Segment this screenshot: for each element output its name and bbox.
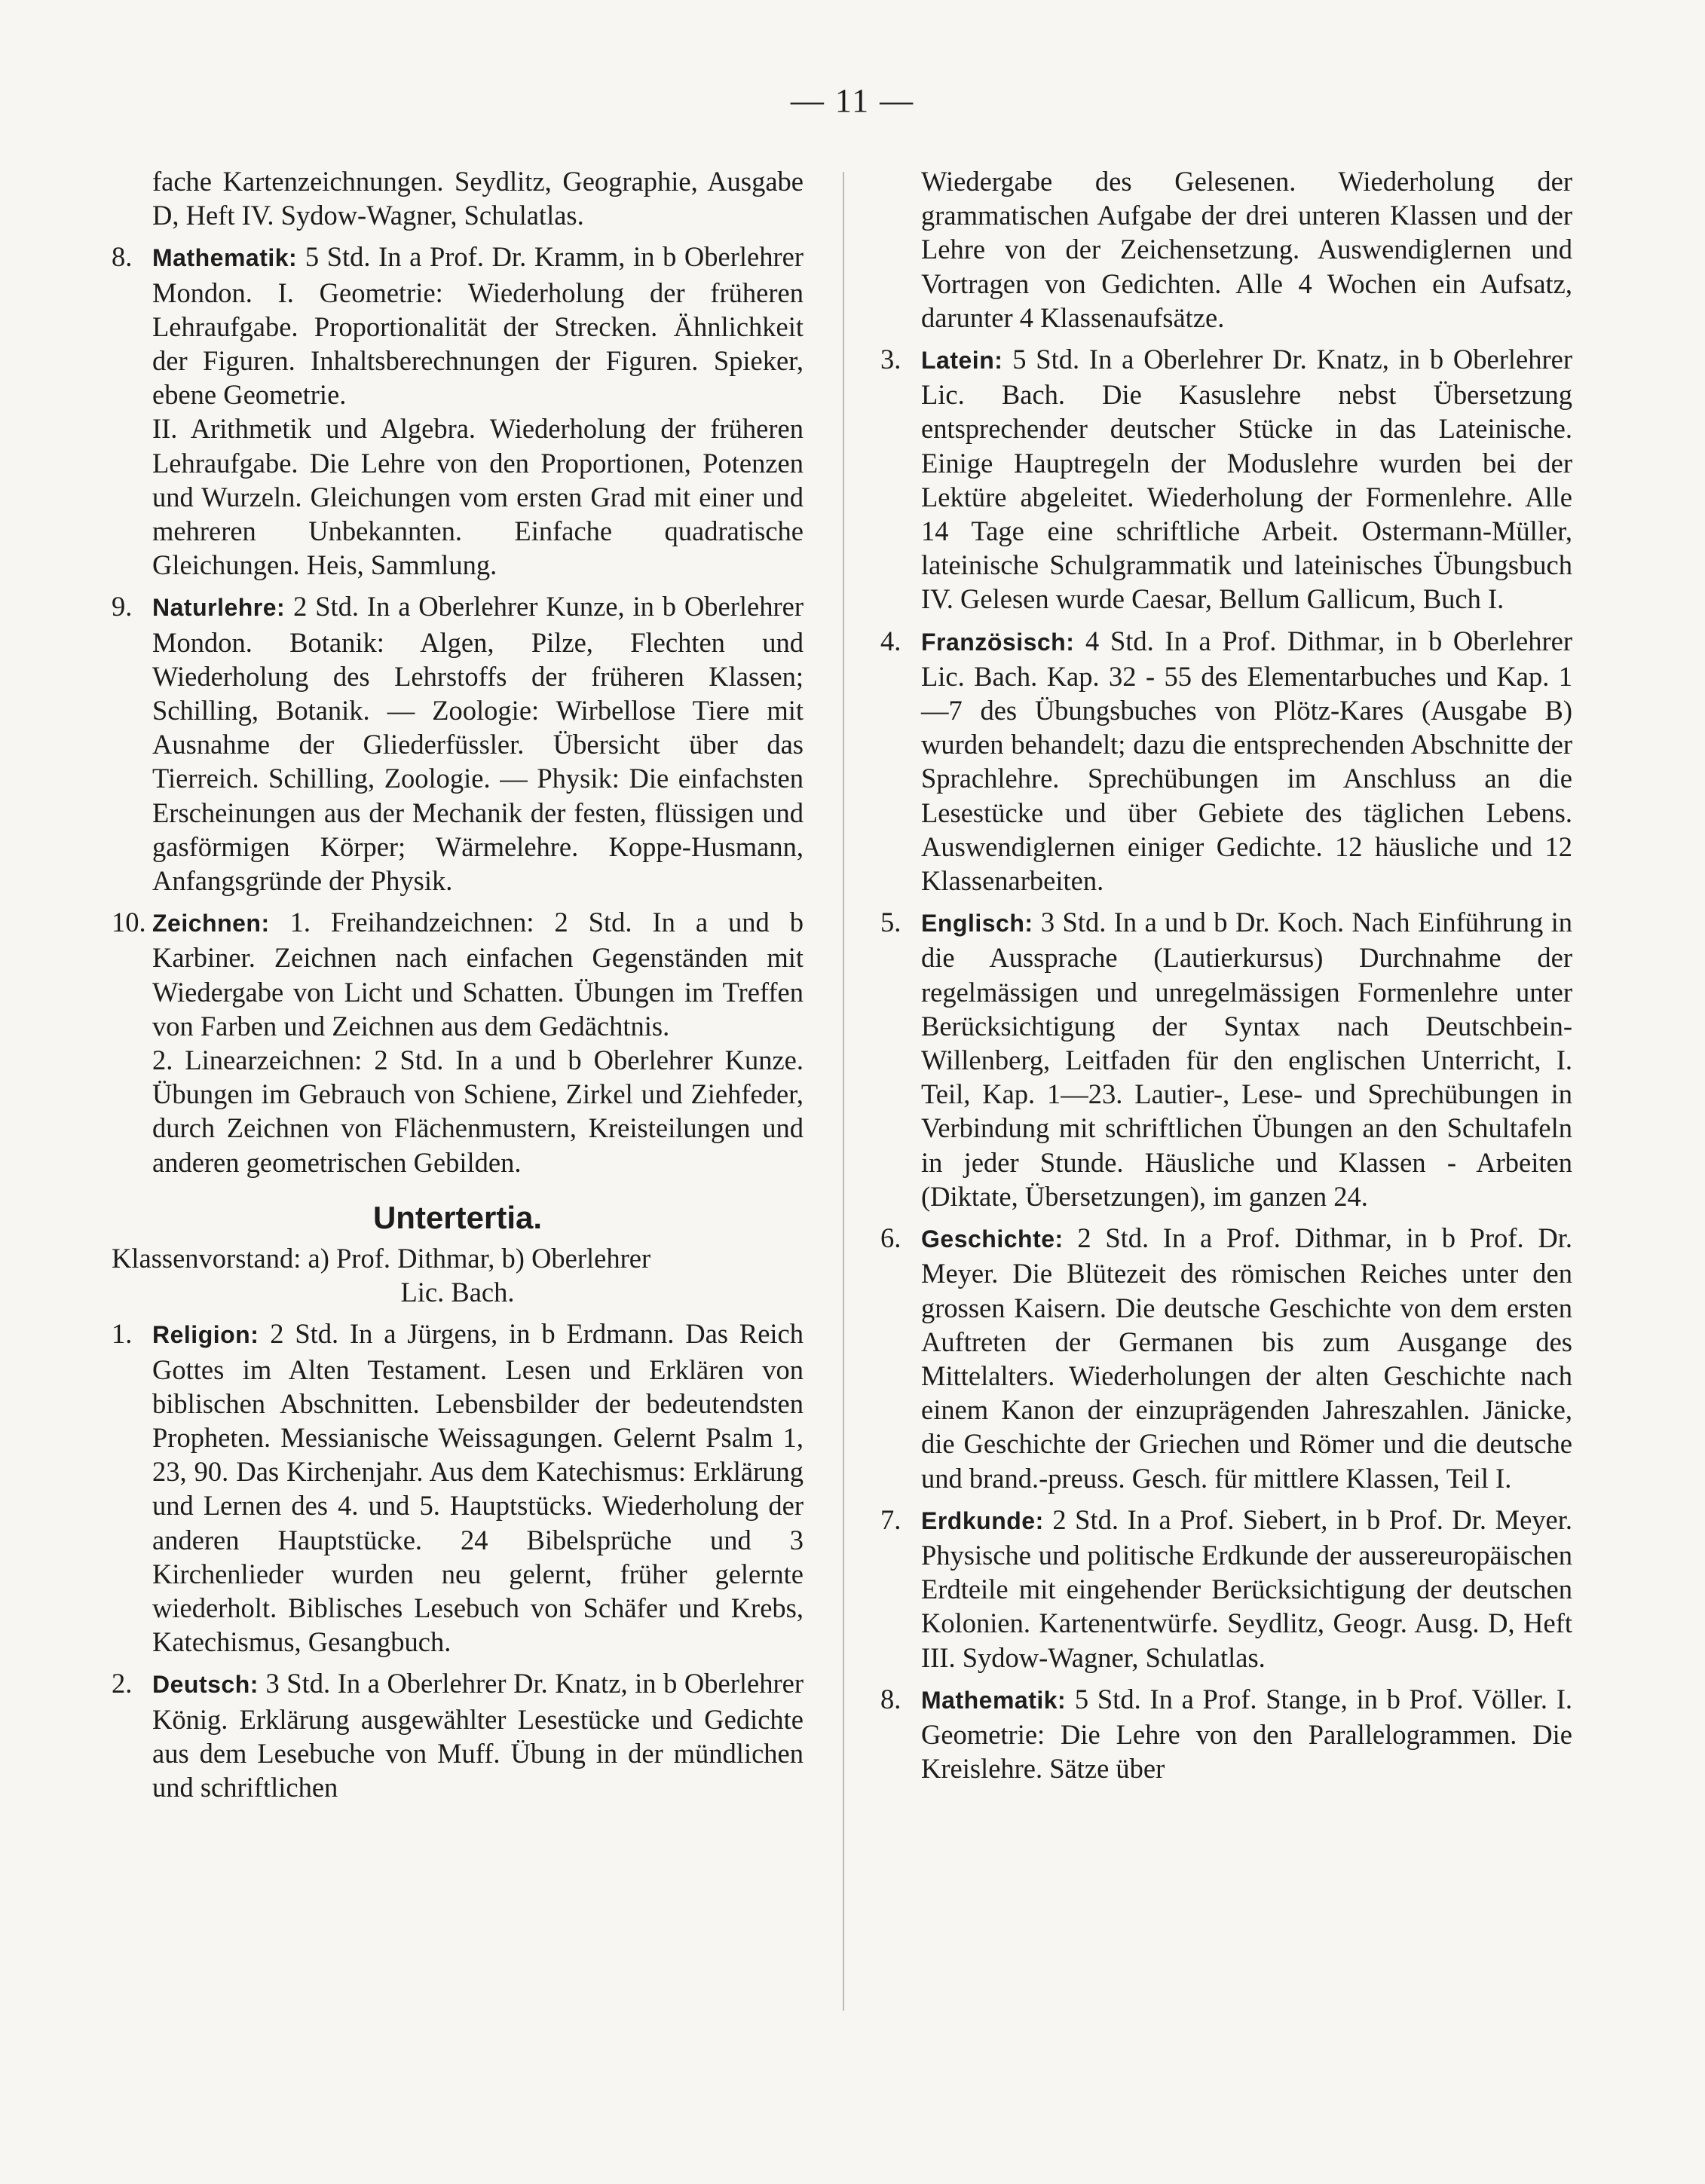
section-englisch xyxy=(880,905,1572,1213)
section-text: 2 Std. In a Jürgens, in b Erdmann. Das Reich Gottes im Alten Testament. Lesen und Erklären von biblischen Abschnitten. Lebensbilder der bedeutendsten Propheten. Messianische Weissagungen. Gelernt Psalm 1, 23, 90. Das Kirchenjahr. Aus dem Katechismus: Erklärung und Lernen des 4. und 5. Hauptstücks. Wiederholung der anderen Hauptstücke. 24 Bibelsprüche und 3 Kirchenlieder wurden neu gelernt, früher gelernte wiederholt. Biblisches Lesebuch von Schäfer und Krebs, Katechismus, Gesangbuch. xyxy=(152,1318,804,1658)
paragraph-intro: Wiedergabe des Gelesenen. Wiederholung der grammatischen Aufgabe der drei unteren Klassen und der Lehre von der Zeichensetzung. Auswendiglernen und Vortragen von Gedichten. Alle 4 Wochen ein Aufsatz, darunter 4 Klassenaufsätze. xyxy=(921,166,1572,333)
section-label: Naturlehre: xyxy=(152,594,286,622)
section-religion xyxy=(112,1317,804,1659)
section-label: Erdkunde: xyxy=(921,1506,1044,1534)
class-teacher-line: Klassenvorstand: a) Prof. Dithmar, b) Oberlehrer xyxy=(112,1242,651,1274)
page-number: — 11 — xyxy=(790,82,915,119)
section-text: 4 Std. In a Prof. Dithmar, in b Oberlehrer Lic. Bach. Kap. 32 - 55 des Elementarbuches und Kap. 1—7 des Übungsbuches von Plötz-Kares (Ausgabe B) wurden behandelt; dazu die entsprechenden Abschnitte der Sprachlehre. Sprechübungen im Anschluss an die Lesestücke und über Gebiete des täglichen Lebens. Auswendiglernen einiger Gedichte. 12 häusliche und 12 Klassenarbeiten. xyxy=(921,625,1572,897)
section-number: 8. xyxy=(112,241,133,273)
section-number: 10. xyxy=(112,907,146,938)
section-number: 3. xyxy=(880,344,901,375)
section-deutsch xyxy=(112,1666,804,1804)
section-number: 4. xyxy=(880,625,901,656)
section-number: 6. xyxy=(880,1222,901,1254)
section-label: Französisch: xyxy=(921,628,1075,656)
section-number: 9. xyxy=(112,591,133,622)
section-label: Englisch: xyxy=(921,910,1033,938)
section-label: Deutsch: xyxy=(152,1671,259,1699)
section-text: 2 Std. In a Prof. Siebert, in b Prof. Dr. Meyer. Physische und politische Erdkunde der aussereuropäischen Erdteile mit eingehender Berücksichtigung der deutschen Kolonien. Kartenentwürfe. Seydlitz, Geogr. Ausg. D, Heft III. Sydow-Wagner, Schulatlas. xyxy=(921,1503,1572,1673)
section-erdkunde xyxy=(880,1503,1572,1675)
section-number: 1. xyxy=(112,1318,133,1350)
section-label: Mathematik: xyxy=(921,1686,1067,1714)
section-text: 5 Std. In a Oberlehrer Dr. Knatz, in b Oberlehrer Lic. Bach. Die Kasuslehre nebst Übersetzung entsprechender deutscher Stücke in das Lateinische. Einige Hauptregeln der Moduslehre wurden bei der Lektüre abgeleitet. Wiederholung der Formenlehre. Alle 14 Tage eine schriftliche Arbeit. Ostermann-Müller, lateinische Schulgrammatik und lateinisches Übungsbuch IV. Gelesen wurde Caesar, Bellum Gallicum, Buch I. xyxy=(921,344,1572,615)
section-text: 5 Std. In a Prof. Stange, in b Prof. Völler. I. Geometrie: Die Lehre von den Parallelogrammen. Die Kreislehre. Sätze über xyxy=(921,1683,1572,1785)
section-text: 3 Std. In a und b Dr. Koch. Nach Einführung in die Aussprache (Lautierkursus) Durchnahme der regelmässigen und unregelmässigen Formenlehre unter Berücksichtigung der Syntax nach Deutschbein-Willenberg, Leitfaden für den englischen Unterricht, I. Teil, Kap. 1—23. Lautier-, Lese- und Sprechübungen in Verbindung mit schriftlichen Übungen an den Schultafeln in jeder Stunde. Häusliche und Klassen - Arbeiten (Diktate, Übersetzungen), im ganzen 24. xyxy=(921,907,1572,1212)
section-number: 7. xyxy=(880,1503,901,1535)
section-text: 2 Std. In a Oberlehrer Kunze, in b Oberlehrer Mondon. Botanik: Algen, Pilze, Flechten und Wiederholung des Lehrstoffs der früheren Klassen; Schilling, Botanik. — Zoologie: Wirbellose Tiere mit Ausnahme der Gliederfüssler. Übersicht über das Tierreich. Schilling, Zoologie. — Physik: Die einfachsten Erscheinungen aus der Mechanik der festen, flüssigen und gasförmigen Körper; Wärmelehre. Koppe-Husmann, Anfangsgründe der Physik. xyxy=(152,591,804,897)
section-label: Mathematik: xyxy=(152,244,298,272)
section-label: Geschichte: xyxy=(921,1225,1064,1253)
class-teacher-line-2: Lic. Bach. xyxy=(400,1277,515,1308)
section-franzoesisch xyxy=(880,624,1572,898)
section-text: 2 Std. In a Prof. Dithmar, in b Prof. Dr. Meyer. Die Blütezeit des römischen Reiches unter den grossen Kaisern. Die deutsche Geschichte von dem ersten Auftreten der Germanen bis zum Ausgange des Mittelalters. Wiederholungen der alten Geschichte nach einem Kanon der einzuprägenden Jahreszahlen. Jänicke, die Geschichte der Griechen und Römer und die deutsche und brand.-preuss. Gesch. für mittlere Klassen, Teil I. xyxy=(921,1222,1572,1494)
section-text: 3 Std. In a Oberlehrer Dr. Knatz, in b Oberlehrer König. Erklärung ausgewählter Lesestücke und Gedichte aus dem Lesebuche von Muff. Übung in der mündlichen und schriftlichen xyxy=(152,1668,804,1803)
section-number: 2. xyxy=(112,1668,133,1699)
section-label: Zeichnen: xyxy=(152,910,270,938)
section-number: 5. xyxy=(880,907,901,938)
class-heading: Untertertia. xyxy=(372,1199,543,1235)
section-label: Religion: xyxy=(152,1321,259,1349)
section-latein xyxy=(880,342,1572,616)
paragraph-arithmetik: II. Arithmetik und Algebra. Wiederholung der früheren Lehraufgabe. Die Lehre von den Proportionen, Potenzen und Wurzeln. Gleichungen vom ersten Grad mit einer und mehreren Unbekannten. Einfache quadratische Gleichungen. Heis, Sammlung. xyxy=(152,413,804,581)
left-column xyxy=(112,164,804,1804)
paragraph-intro: fache Kartenzeichnungen. Seydlitz, Geographie, Ausgabe D, Heft IV. Sydow-Wagner, Schulatlas. xyxy=(152,166,804,231)
section-text: 1. Freihandzeichnen: 2 Std. In a und b Karbiner. Zeichnen nach einfachen Gegenständen mit Wiedergabe von Licht und Schatten. Übungen im Treffen von Farben und Zeichnen aus dem Gedächtnis. xyxy=(152,907,804,1042)
paragraph-linearzeichnen: 2. Linearzeichnen: 2 Std. In a und b Oberlehrer Kunze. Übungen im Gebrauch von Schiene, Zirkel und Ziehfeder, durch Zeichnen von Flächenmustern, Kreisteilungen und anderen geometrischen Gebilden. xyxy=(152,1045,804,1178)
right-column xyxy=(880,164,1572,1785)
section-mathematik xyxy=(880,1682,1572,1786)
section-mathematik xyxy=(112,240,804,411)
section-label: Latein: xyxy=(921,347,1003,375)
section-naturlehre xyxy=(112,589,804,898)
section-zeichnen xyxy=(112,905,804,1043)
section-text: 5 Std. In a Prof. Dr. Kramm, in b Oberlehrer Mondon. I. Geometrie: Wiederholung der früheren Lehraufgabe. Proportionalität der Strecken. Ähnlichkeit der Figuren. Inhaltsberechnungen der Figuren. Spieker, ebene Geometrie. xyxy=(152,241,804,411)
section-number: 8. xyxy=(880,1683,901,1714)
section-geschichte xyxy=(880,1221,1572,1495)
column-divider xyxy=(843,172,844,2011)
